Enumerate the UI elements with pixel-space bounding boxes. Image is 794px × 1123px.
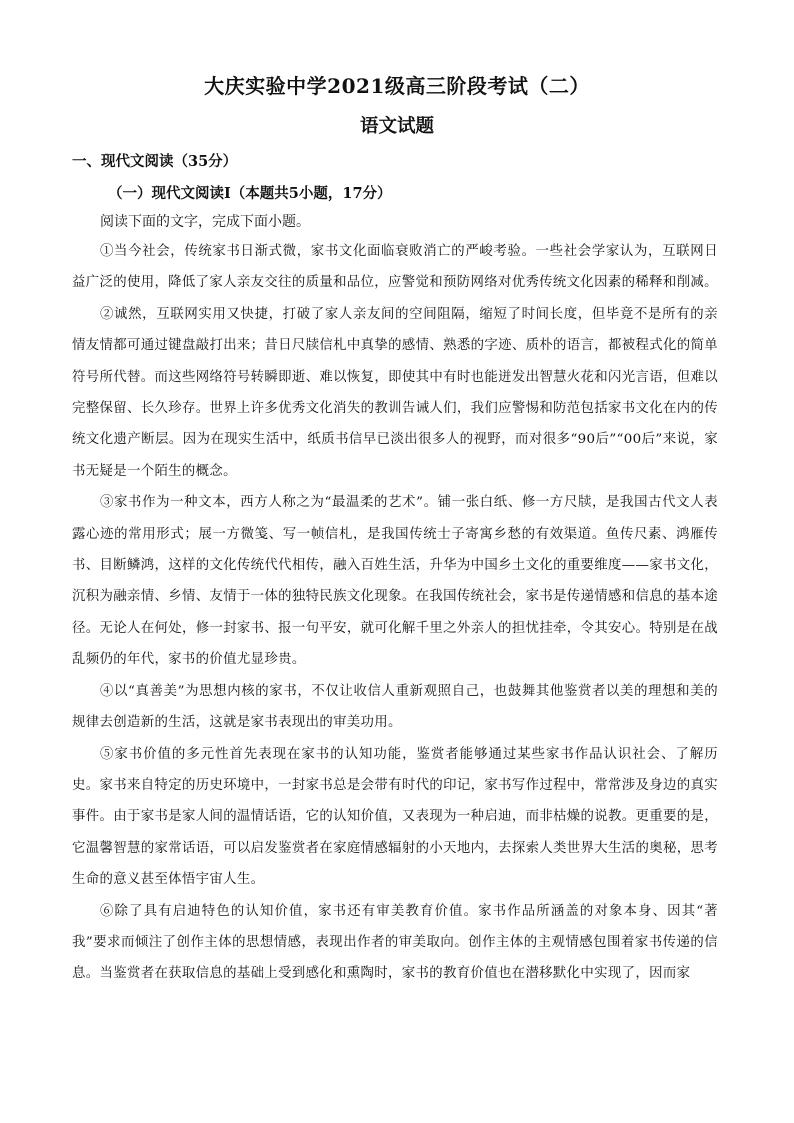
- passage-paragraph-6: ⑥除了具有启迪特色的认知价值，家书还有审美教育价值。家书作品所涵盖的对象本身、因其“著我”要求而倾注了创作主体的思想情感，表现出作者的审美取向。创作主体的主观情感包围着家书传递的信息。当鉴赏者在获取信息的基础上受到感化和熏陶时，家书的教育价值也在潜移默化中实现了，因而家: [72, 903, 718, 982]
- section-heading: 一、现代文阅读（35分）: [72, 153, 238, 170]
- passage-body: [72, 236, 718, 990]
- reading-instruction: 阅读下面的文字，完成下面小题。: [100, 214, 310, 230]
- subsection-heading: （一）现代文阅读Ⅰ（本题共5小题，17分）: [108, 185, 392, 202]
- subject-title: 语文试题: [359, 116, 434, 137]
- passage-paragraph-1: ①当今社会，传统家书日渐式微，家书文化面临衰败消亡的严峻考验。一些社会学家认为，互联网日益广泛的使用，降低了家人亲友交往的质量和品位，应警觉和预防网络对优秀传统文化因素的稀释和削减。: [72, 244, 718, 291]
- passage-paragraph-3: ③家书作为一种文本，西方人称之为“最温柔的艺术”。铺一张白纸、修一方尺牍，是我国古代文人表露心迹的常用形式；展一方微笺、写一帧信札，是我国传统士子寄寓乡愁的有效渠道。鱼传尺素、鸿雁传书、目断鳞鸿，这样的文化传统代代相传，融入百姓生活，升华为中国乡土文化的重要维度——家书文化，沉积为融亲情、乡情、友情于一体的独特民族文化现象。在我国传统社会，家书是传递情感和信息的基本途径。无论人在何处，修一封家书、报一句平安，就可化解千里之外亲人的担忧挂牵，令其安心。特别是在战乱频仍的年代，家书的价值尤显珍贵。: [72, 495, 718, 668]
- passage-paragraph-2: ②诚然，互联网实用又快捷，打破了家人亲友间的空间阻隔，缩短了时间长度，但毕竟不是所有的亲情友情都可通过键盘敲打出来；昔日尺牍信札中真挚的感情、熟悉的字迹、质朴的语言，都被程式化的简单符号所代替。而这些网络符号转瞬即逝、难以恢复，即使其中有时也能迸发出智慧火花和闪光言语，但难以完整保留、长久珍存。世界上许多优秀文化消失的教训告诫人们，我们应警惕和防范包括家书文化在内的传统文化遗产断层。因为在现实生活中，纸质书信早已淡出很多人的视野，而对很多“90后”“00后”来说，家书无疑是一个陌生的概念。: [72, 306, 718, 479]
- exam-title: 大庆实验中学2021级高三阶段考试（二）: [204, 74, 590, 98]
- passage-paragraph-4: ④以“真善美”为思想内核的家书，不仅让收信人重新观照自己，也鼓舞其他鉴赏者以美的理想和美的规律去创造新的生活，这就是家书表现出的审美功用。: [72, 683, 718, 731]
- passage-paragraph-5: ⑤家书价值的多元性首先表现在家书的认知功能，鉴赏者能够通过某些家书作品认识社会、了解历史。家书来自特定的历史环境中，一封家书总是会带有时代的印记，家书写作过程中，常常涉及身边的真实事件。由于家书是家人间的温情话语，它的认知价值，又表现为一种启迪，而非枯燥的说教。更重要的是，它温馨智慧的家常话语，可以启发鉴赏者在家庭情感辐射的小天地内，去探索人类世界大生活的奥秘，思考生命的意义甚至体悟宇宙人生。: [72, 746, 718, 888]
